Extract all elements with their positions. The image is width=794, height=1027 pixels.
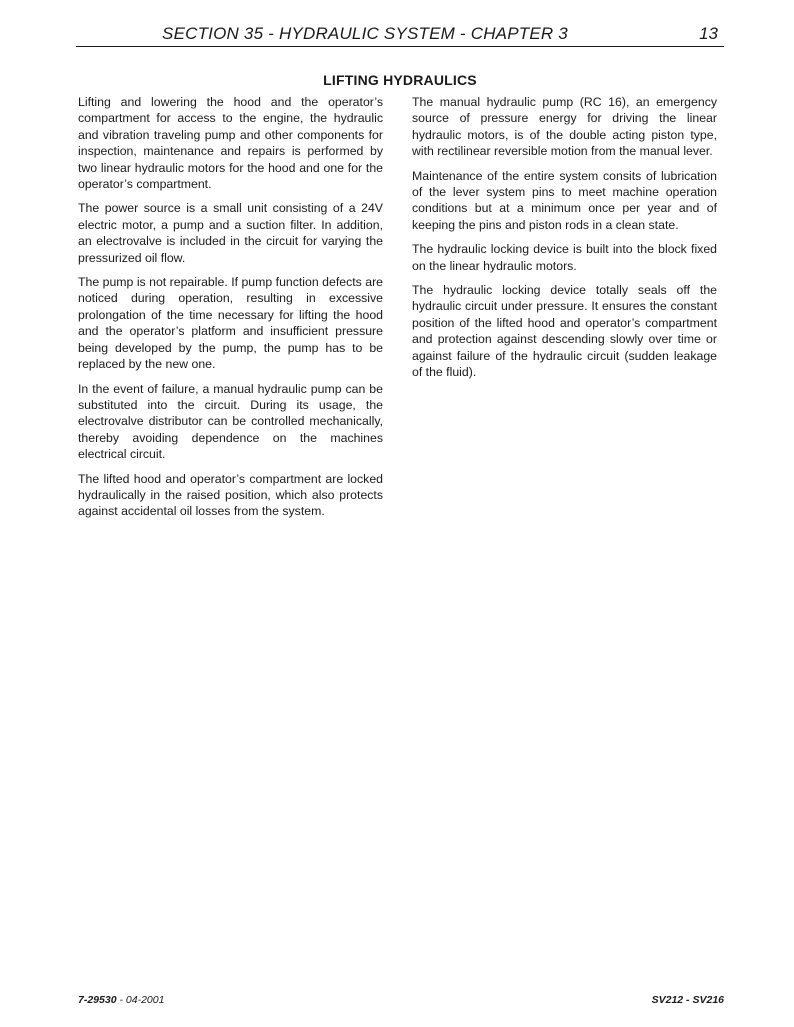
date-separator: - (116, 994, 126, 1006)
paragraph: The lifted hood and operator’s compartment are locked hydraulically in the raised position, which also protects against accidental oil losses from the system. (78, 471, 383, 519)
paragraph: Lifting and lowering the hood and the operator’s compartment for access to the engine, the hydraulic and vibration traveling pump and other components for inspection, maintenance and repairs is performed by two linear hydraulic motors for the hood and one for the operator’s compartment. (78, 95, 383, 192)
paragraph: The manual hydraulic pump (RC 16), an emergency source of pressure energy for driving the linear hydraulic motors, is of the double acting piston type, with rectilinear reversible motion from the manual lever. (412, 95, 717, 159)
paragraph: The hydraulic locking device totally seals off the hydraulic circuit under pressure. It ensures the constant position of the lifted hood and operator’s compartment and protection against descending slowly over time or against failure of the hydraulic circuit (sudden leakage of the fluid). (412, 283, 717, 380)
section-title: SECTION 35 - HYDRAULIC SYSTEM - CHAPTER 3 (162, 24, 568, 43)
paragraph: The power source is a small unit consisting of a 24V electric motor, a pump and a suction filter. In addition, an electrovalve is included in the circuit for varying the pressurized oil flow. (78, 201, 383, 265)
doc-date: 04-2001 (125, 994, 165, 1006)
document-title: LIFTING HYDRAULICS (323, 72, 477, 88)
page-header (76, 22, 724, 47)
paragraph: In the event of failure, a manual hydraulic pump can be substituted into the circuit. During its usage, the electrovalve distributor can be controlled mechanically, thereby avoiding dependence on the machines electrical circuit. (78, 381, 383, 462)
right-column (412, 94, 717, 389)
paragraph: The hydraulic locking device is built into the block fixed on the linear hydraulic motors. (412, 242, 717, 273)
footer-models: SV212 - SV216 (651, 994, 724, 1006)
page-number: 13 (699, 24, 718, 43)
left-column (78, 94, 383, 528)
doc-number: 7-29530 (78, 994, 117, 1006)
footer-doc-info (78, 994, 164, 1006)
paragraph: Maintenance of the entire system consits of lubrication of the lever system pins to meet machine operation conditions but at a minimum once per year and of keeping the pins and piston rods in a clean state. (412, 168, 717, 232)
paragraph: The pump is not repairable. If pump function defects are noticed during operation, resulting in excessive prolongation of the time necessary for lifting the hood and the operator’s platform and insufficient pressure being developed by the pump, the pump has to be replaced by the new one. (78, 275, 383, 372)
